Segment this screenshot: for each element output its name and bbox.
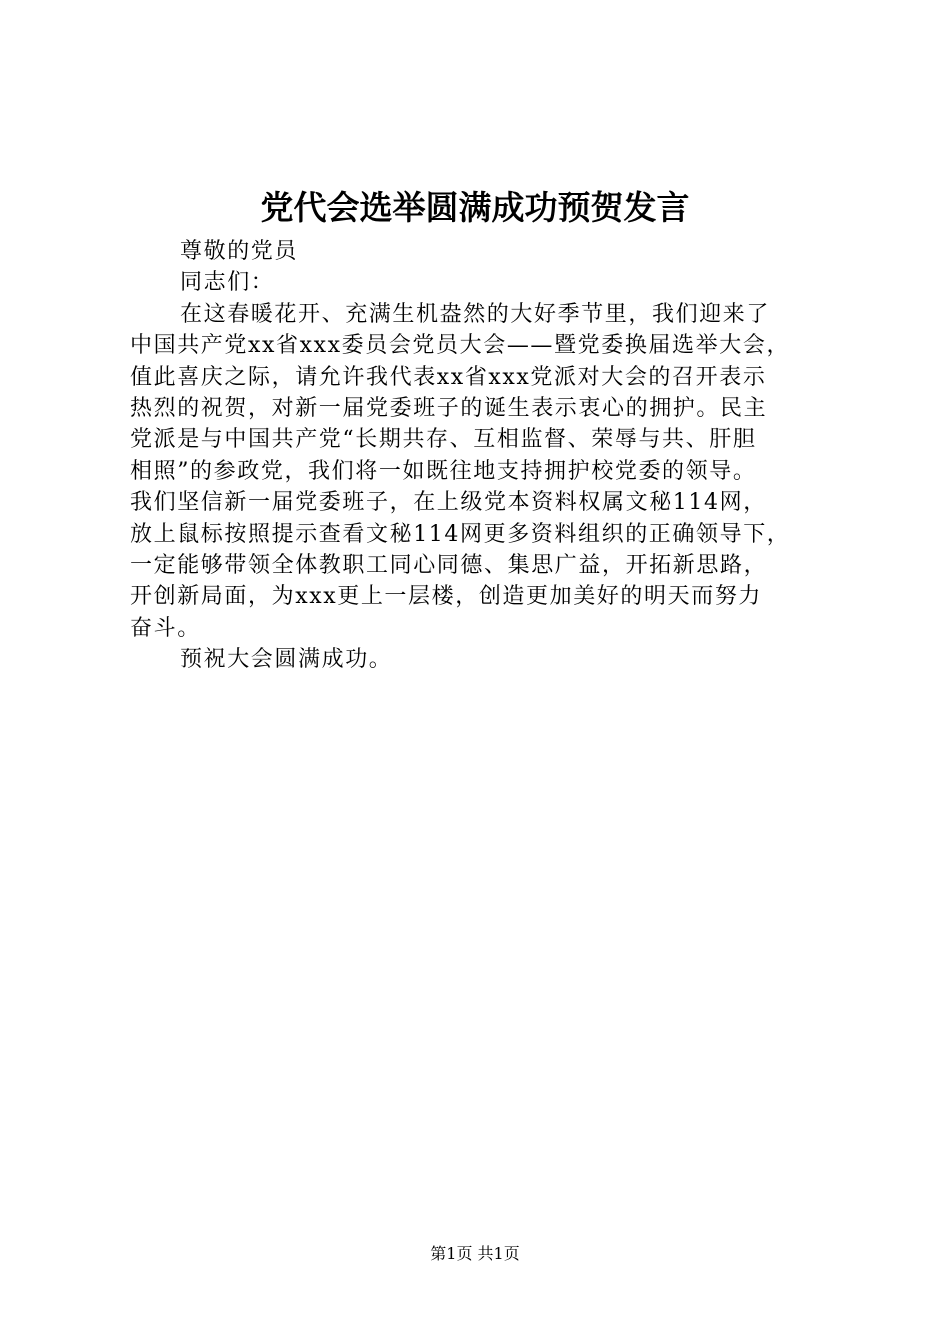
- closing-line: 预祝大会圆满成功。: [180, 647, 393, 673]
- paragraph-line: 一定能够带领全体教职工同心同德、集思广益，开拓新思路，: [130, 552, 768, 578]
- page-footer: 第1页 共1页: [430, 1244, 520, 1263]
- paragraph-line: 我们坚信新一届党委班子，在上级党本资料权属文秘114网，: [130, 490, 767, 516]
- document-body: [130, 236, 842, 675]
- paragraph-line: 党派是与中国共产党“长期共存、互相监督、荣辱与共、肝胆: [130, 427, 757, 453]
- paragraph-line: 值此喜庆之际，请允许我代表xx省xxx党派对大会的召开表示: [130, 364, 767, 390]
- paragraph-line: 中国共产党xx省xxx委员会党员大会——暨党委换届选举大会，: [130, 333, 791, 359]
- paragraph-line: 奋斗。: [130, 615, 201, 641]
- greeting-line: 同志们：: [180, 270, 275, 296]
- greeting-line: 尊敬的党员: [180, 239, 299, 264]
- paragraph-line: 在这春暖花开、充满生机盎然的大好季节里，我们迎来了: [180, 301, 771, 327]
- paragraph-line: 热烈的祝贺，对新一届党委班子的诞生表示衷心的拥护。民主: [130, 395, 768, 421]
- paragraph-line: 开创新局面，为xxx更上一层楼，创造更加美好的明天而努力: [130, 584, 763, 610]
- page-title: 党代会选举圆满成功预贺发言: [260, 188, 690, 227]
- paragraph-line: 相照”的参政党，我们将一如既往地支持拥护校党委的领导。: [130, 458, 757, 484]
- paragraph-line: 放上鼠标按照提示查看文秘114网更多资料组织的正确领导下，: [130, 521, 791, 547]
